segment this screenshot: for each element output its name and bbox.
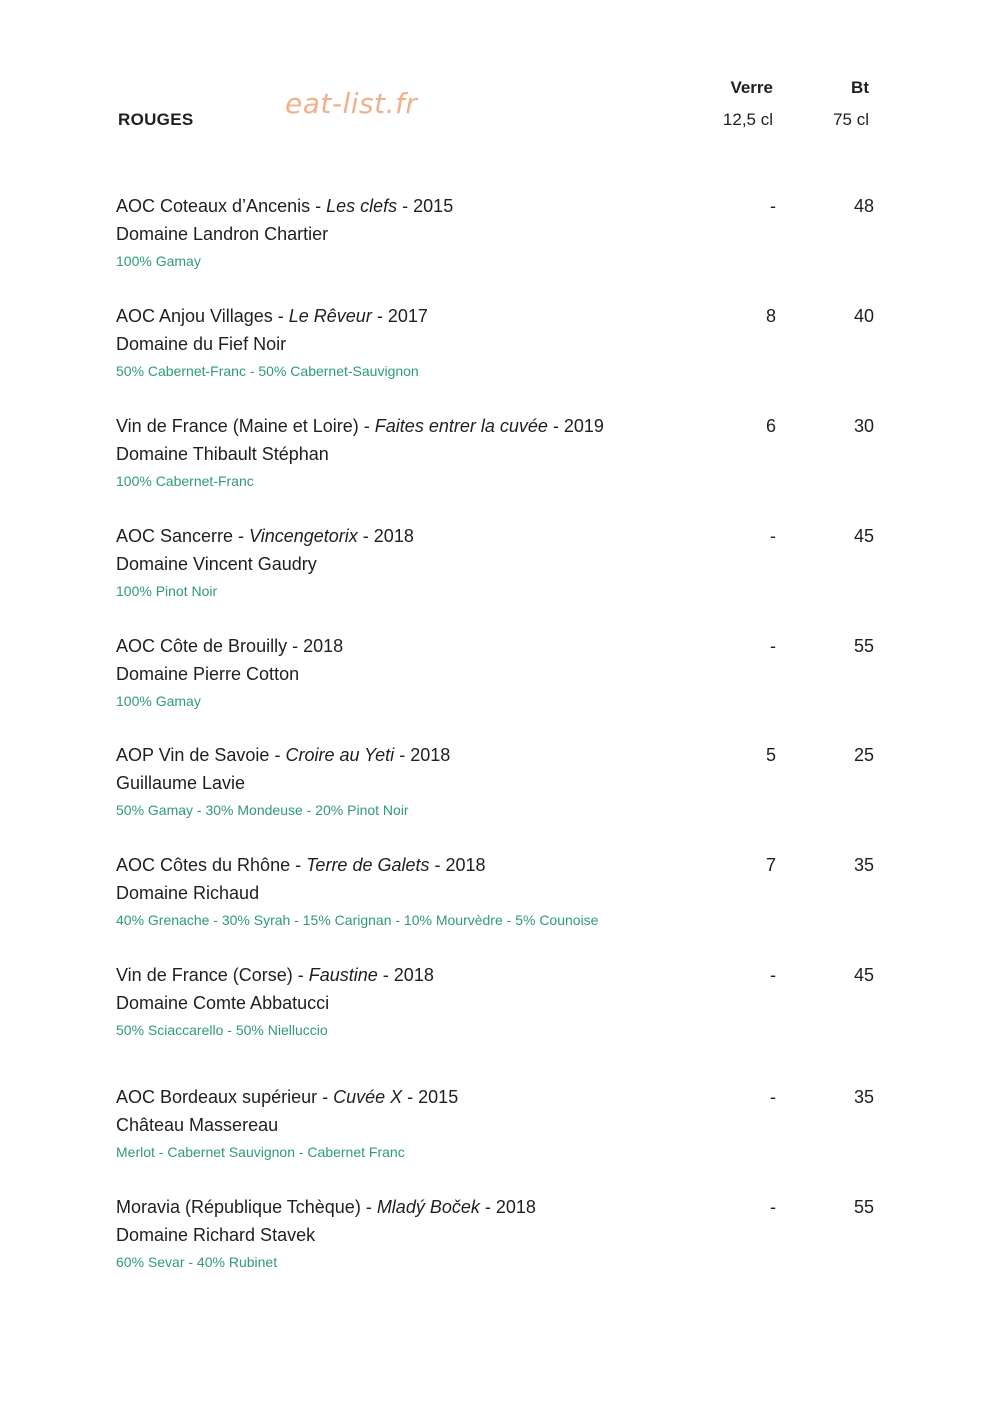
- wine-cuvee: Faustine: [308, 965, 378, 985]
- wine-cuvee: Cuvée X: [333, 1087, 403, 1107]
- wine-producer: Château Massereau: [116, 1115, 279, 1135]
- wine-entry: [116, 744, 876, 834]
- wine-title: [116, 854, 876, 876]
- wine-title: [116, 1196, 876, 1218]
- wine-separator: -: [360, 1197, 377, 1217]
- wine-separator: -: [269, 745, 286, 765]
- wine-year: 2018: [495, 1197, 536, 1217]
- wine-separator: -: [547, 416, 564, 436]
- wine-appellation: AOC Anjou Villages: [116, 306, 273, 326]
- wine-producer: Domaine Richard Stavek: [116, 1225, 316, 1245]
- price-bottle: 30: [853, 416, 874, 436]
- wine-appellation: Vin de France (Corse): [116, 965, 293, 985]
- wine-separator: -: [371, 306, 388, 326]
- wine-separator: -: [394, 745, 411, 765]
- wine-entry: [116, 635, 876, 725]
- wine-title: [116, 964, 876, 986]
- price-bottle: 55: [853, 636, 874, 656]
- price-glass: -: [770, 1087, 776, 1107]
- wine-cuvee: Mladý Boček: [376, 1197, 480, 1217]
- wine-title: [116, 744, 876, 766]
- price-bottle: 35: [853, 855, 874, 875]
- wine-producer: Domaine Pierre Cotton: [116, 664, 300, 684]
- wine-title: [116, 525, 876, 547]
- wine-appellation: Vin de France (Maine et Loire): [116, 416, 359, 436]
- wine-grapes: Merlot - Cabernet Sauvignon - Cabernet Franc: [116, 1144, 405, 1160]
- wine-entry: [116, 1196, 876, 1286]
- wine-year: 2019: [563, 416, 604, 436]
- wine-appellation: AOC Côte de Brouilly: [116, 636, 288, 656]
- price-bottle: 35: [853, 1087, 874, 1107]
- wine-entry: [116, 415, 876, 505]
- wine-entry: [116, 964, 876, 1054]
- wine-cuvee: Le Rêveur: [288, 306, 372, 326]
- price-glass: 7: [765, 855, 776, 875]
- wine-separator: -: [358, 416, 375, 436]
- wine-separator: -: [357, 526, 374, 546]
- wine-grapes: 50% Gamay - 30% Mondeuse - 20% Pinot Noir: [116, 802, 409, 818]
- price-glass: -: [770, 636, 776, 656]
- wine-year: 2018: [445, 855, 486, 875]
- wine-producer: Domaine du Fief Noir: [116, 334, 287, 354]
- column-header-verre: [723, 78, 773, 130]
- wine-separator: -: [272, 306, 289, 326]
- wine-separator: -: [317, 1087, 334, 1107]
- price-bottle: 40: [853, 306, 874, 326]
- watermark: eat-list.fr: [285, 87, 418, 120]
- wine-title: [116, 195, 876, 217]
- column-header-bt-label: Bt: [851, 78, 869, 97]
- wine-appellation: AOC Bordeaux supérieur: [116, 1087, 318, 1107]
- wine-separator: -: [290, 855, 307, 875]
- wine-grapes: 50% Sciaccarello - 50% Nielluccio: [116, 1022, 328, 1038]
- wine-year: 2017: [387, 306, 428, 326]
- wine-cuvee: Les clefs: [326, 196, 398, 216]
- wine-separator: -: [292, 965, 309, 985]
- wine-grapes: 40% Grenache - 30% Syrah - 15% Carignan - 10% Mourvèdre - 5% Counoise: [116, 912, 599, 928]
- wine-year: 2015: [418, 1087, 459, 1107]
- column-header-bt-size: 75 cl: [833, 110, 869, 129]
- wine-grapes: 50% Cabernet-Franc - 50% Cabernet-Sauvignon: [116, 363, 419, 379]
- price-glass: 5: [765, 745, 776, 765]
- wine-title: [116, 635, 876, 657]
- wine-separator: -: [429, 855, 446, 875]
- section-title: ROUGES: [118, 110, 194, 129]
- price-glass: 8: [765, 306, 776, 326]
- wine-grapes: 100% Pinot Noir: [116, 583, 218, 599]
- price-bottle: 45: [853, 526, 874, 546]
- wine-appellation: AOC Sancerre: [116, 526, 234, 546]
- price-glass: -: [770, 1197, 776, 1217]
- wine-grapes: 100% Cabernet-Franc: [116, 473, 254, 489]
- wine-title: [116, 1086, 876, 1108]
- price-glass: -: [770, 965, 776, 985]
- column-header-verre-size: 12,5 cl: [722, 110, 773, 129]
- wine-appellation: AOP Vin de Savoie: [116, 745, 270, 765]
- wine-separator: -: [310, 196, 327, 216]
- wine-entry: [116, 1086, 876, 1176]
- wine-year: 2018: [303, 636, 344, 656]
- wine-producer: Domaine Vincent Gaudry: [116, 554, 317, 574]
- wine-cuvee: Croire au Yeti: [285, 745, 395, 765]
- price-bottle: 55: [853, 1197, 874, 1217]
- wine-entry: [116, 854, 876, 944]
- wine-entry: [116, 525, 876, 615]
- wine-producer: Domaine Thibault Stéphan: [116, 444, 329, 464]
- wine-year: 2018: [373, 526, 414, 546]
- wine-year: 2015: [413, 196, 454, 216]
- column-header-verre-label: Verre: [730, 78, 773, 97]
- wine-producer: Domaine Comte Abbatucci: [116, 993, 330, 1013]
- wine-separator: -: [397, 196, 414, 216]
- wine-cuvee: Terre de Galets: [306, 855, 430, 875]
- price-bottle: 48: [853, 196, 874, 216]
- price-glass: -: [770, 196, 776, 216]
- price-bottle: 25: [853, 745, 874, 765]
- wine-cuvee: Faites entrer la cuvée: [374, 416, 548, 436]
- wine-separator: -: [479, 1197, 496, 1217]
- wine-appellation: AOC Côtes du Rhône: [116, 855, 291, 875]
- wine-grapes: 60% Sevar - 40% Rubinet: [116, 1254, 278, 1270]
- wine-cuvee: Vincengetorix: [249, 526, 358, 546]
- wine-producer: Guillaume Lavie: [116, 773, 246, 793]
- wine-title: [116, 415, 876, 437]
- wine-separator: -: [287, 636, 304, 656]
- wine-appellation: AOC Coteaux d’Ancenis: [116, 196, 311, 216]
- wine-entry: [116, 305, 876, 395]
- wine-separator: -: [402, 1087, 419, 1107]
- wine-separator: -: [377, 965, 394, 985]
- wine-producer: Domaine Richaud: [116, 883, 260, 903]
- wine-grapes: 100% Gamay: [116, 253, 201, 269]
- wine-separator: -: [233, 526, 250, 546]
- price-bottle: 45: [853, 965, 874, 985]
- wine-year: 2018: [393, 965, 434, 985]
- price-glass: -: [770, 526, 776, 546]
- wine-producer: Domaine Landron Chartier: [116, 224, 329, 244]
- wine-entry: [116, 195, 876, 285]
- wine-year: 2018: [410, 745, 451, 765]
- wine-appellation: Moravia (République Tchèque): [116, 1197, 361, 1217]
- price-glass: 6: [765, 416, 776, 436]
- wine-grapes: 100% Gamay: [116, 693, 201, 709]
- column-header-bt: [833, 78, 869, 130]
- wine-title: [116, 305, 876, 327]
